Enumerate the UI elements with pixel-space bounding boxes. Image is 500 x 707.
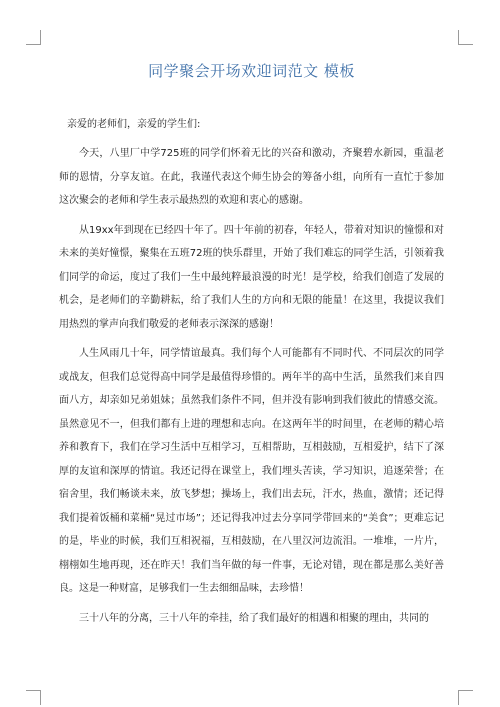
document-page [59, 60, 444, 636]
crop-mark-top-right [458, 30, 473, 45]
paragraph-3: 人生风雨几十年，同学情谊最真。我们每个人可能都有不同时代、不同层次的同学或战友，但我们总觉得高中同学是最值得珍惜的。两年半的高中生活，虽然我们来自四面八方，却亲如兄弟姐妹；虽然我们条件不同，但并没有影响到我们彼此的情感交流。虽然意见不一，但我们都有上进的理想和志向。在这两年半的时间里，在老师的精心培养和教育下，我们在学习生活中互相学习，互相帮助，互相鼓励，互相爱护，结下了深厚的友谊和深厚的情谊。我还记得在课堂上，我们埋头苦读，学习知识，追逐荣誉；在宿舍里，我们畅谈未来，放飞梦想；操场上，我们出去玩，汗水，热血，激情；还记得我们提着饭桶和菜桶“晃过市场”；还记得我冲过去分享同学带回来的“美食”；更难忘记的是，毕业的时候，我们互相祝福，互相鼓励，在八里汉河边流泪。一堆堆，一片片，栩栩如生地再现，还在昨天！我们当年做的每一件事，无论对错，现在都是那么美好善良。这是一种财富，足够我们一生去细细品味，去珍惜！ [59, 348, 444, 594]
crop-mark-bottom-left [26, 690, 41, 705]
paragraph-4: 三十八年的分离，三十八年的牵挂，给了我们最好的相遇和相聚的理由，共同的 [79, 612, 429, 624]
greeting-line: 亲爱的老师们，亲爱的学生们: [67, 119, 201, 130]
document-title: 同学聚会开场欢迎词范文 模板 [148, 62, 355, 80]
paragraph-2: 从19xx年到现在已经四十年了。四十年前的初春，年轻人，带着对知识的憧憬和对未来的美好憧憬，聚集在五班72班的快乐群里，开始了我们难忘的同学生活，引领着我们同学的命运，度过了我们一生中最纯粹最浪漫的时光！是学校，给我们创造了发展的机会，是老师们的辛勤耕耘，给了我们人生的方向和无限的能量！在这里，我提议我们用热烈的掌声向我们敬爱的老师表示深深的感谢！ [59, 224, 444, 330]
crop-mark-top-left [26, 30, 41, 45]
paragraph-1: 今天，八里厂中学725班的同学们怀着无比的兴奋和激动，齐聚碧水新园，重温老师的恩情，分享友谊。在此，我谨代表这个师生协会的筹备小组，向所有一直忙于参加这次聚会的老师和学生表示最热烈的欢迎和衷心的感谢。 [59, 148, 444, 206]
crop-mark-bottom-right [458, 690, 473, 705]
